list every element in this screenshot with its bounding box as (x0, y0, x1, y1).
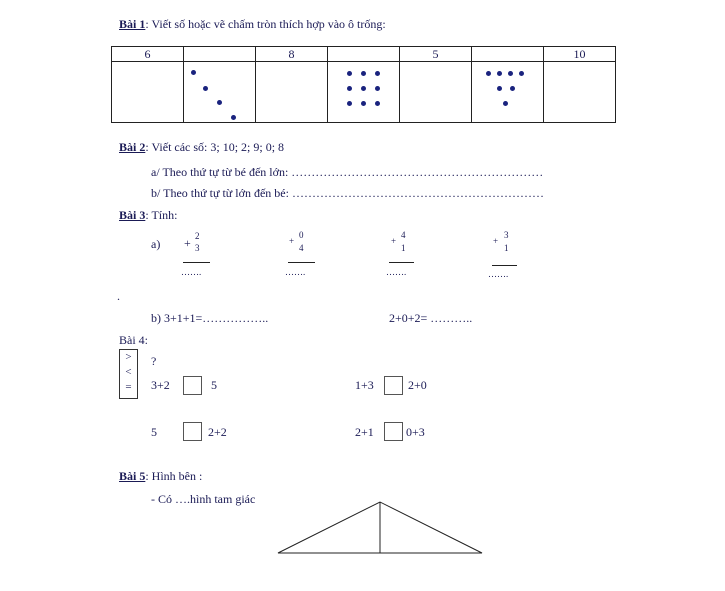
greater-than-symbol: > (125, 351, 132, 363)
plus-sign: + (184, 236, 191, 250)
bai5-title: Bài 5 (119, 469, 146, 483)
bai3-title: Bài 3 (119, 208, 146, 222)
compare-left: 5 (151, 425, 157, 439)
bai4-title: Bài 4: (119, 333, 148, 347)
answer-blank[interactable]: ……. (181, 267, 202, 277)
question-mark: ? (151, 354, 157, 368)
header-cell: 6 (112, 47, 184, 62)
bai5-line[interactable]: - Có ….hình tam giác (151, 492, 256, 506)
bai2-text: : Viết các số: 3; 10; 2; 9; 0; 8 (145, 140, 285, 154)
plus-sign: + (289, 236, 295, 246)
bai1-title: Bài 1 (119, 17, 146, 31)
compare-right: 5 (211, 378, 217, 392)
answer-blank[interactable]: ……. (285, 267, 306, 277)
bai1-text: : Viết số hoặc vẽ chấm tròn thích hợp vào ô trống: (145, 17, 386, 31)
addend-bottom: 4 (299, 243, 304, 253)
compare-right: 2+2 (208, 425, 227, 439)
addend-top: 3 (504, 230, 509, 240)
addend-top: 2 (195, 231, 200, 241)
compare-left: 2+1 (355, 425, 374, 439)
bai2-line-a[interactable]: a/ Theo thứ tự từ bé đến lớn: ……………………………………………………… (151, 165, 544, 179)
bai2-title: Bài 2 (119, 140, 146, 154)
header-cell: 5 (400, 47, 472, 62)
bai3-b-right[interactable]: 2+0+2= ……….. (389, 311, 473, 325)
plus-sign: + (493, 236, 499, 246)
compare-right: 2+0 (408, 378, 427, 392)
addend-bottom: 1 (504, 243, 509, 253)
bai5-text: : Hình bên : (145, 469, 203, 483)
less-than-symbol: < (125, 366, 132, 378)
plus-sign: + (391, 236, 397, 246)
addend-bottom: 1 (401, 243, 406, 253)
bai2-line-b[interactable]: b/ Theo thứ tự từ lớn đến bé: ……………………………………………………… (151, 186, 544, 200)
header-cell: 10 (544, 47, 616, 62)
equals-symbol: = (125, 381, 132, 393)
addend-bottom: 3 (195, 243, 200, 253)
answer-blank[interactable]: ……. (488, 269, 509, 279)
stray-dot: . (117, 289, 120, 303)
answer-blank[interactable]: ……. (386, 267, 407, 277)
compare-left: 3+2 (151, 378, 170, 392)
addend-top: 4 (401, 230, 406, 240)
bai3-text: : Tính: (145, 208, 178, 222)
bai3-b-left[interactable]: b) 3+1+1=…………….. (151, 311, 269, 325)
bai3-label-a: a) (151, 237, 161, 251)
compare-left: 1+3 (355, 378, 374, 392)
addend-top: 0 (299, 230, 304, 240)
compare-right: 0+3 (406, 425, 425, 439)
header-cell: 8 (256, 47, 328, 62)
